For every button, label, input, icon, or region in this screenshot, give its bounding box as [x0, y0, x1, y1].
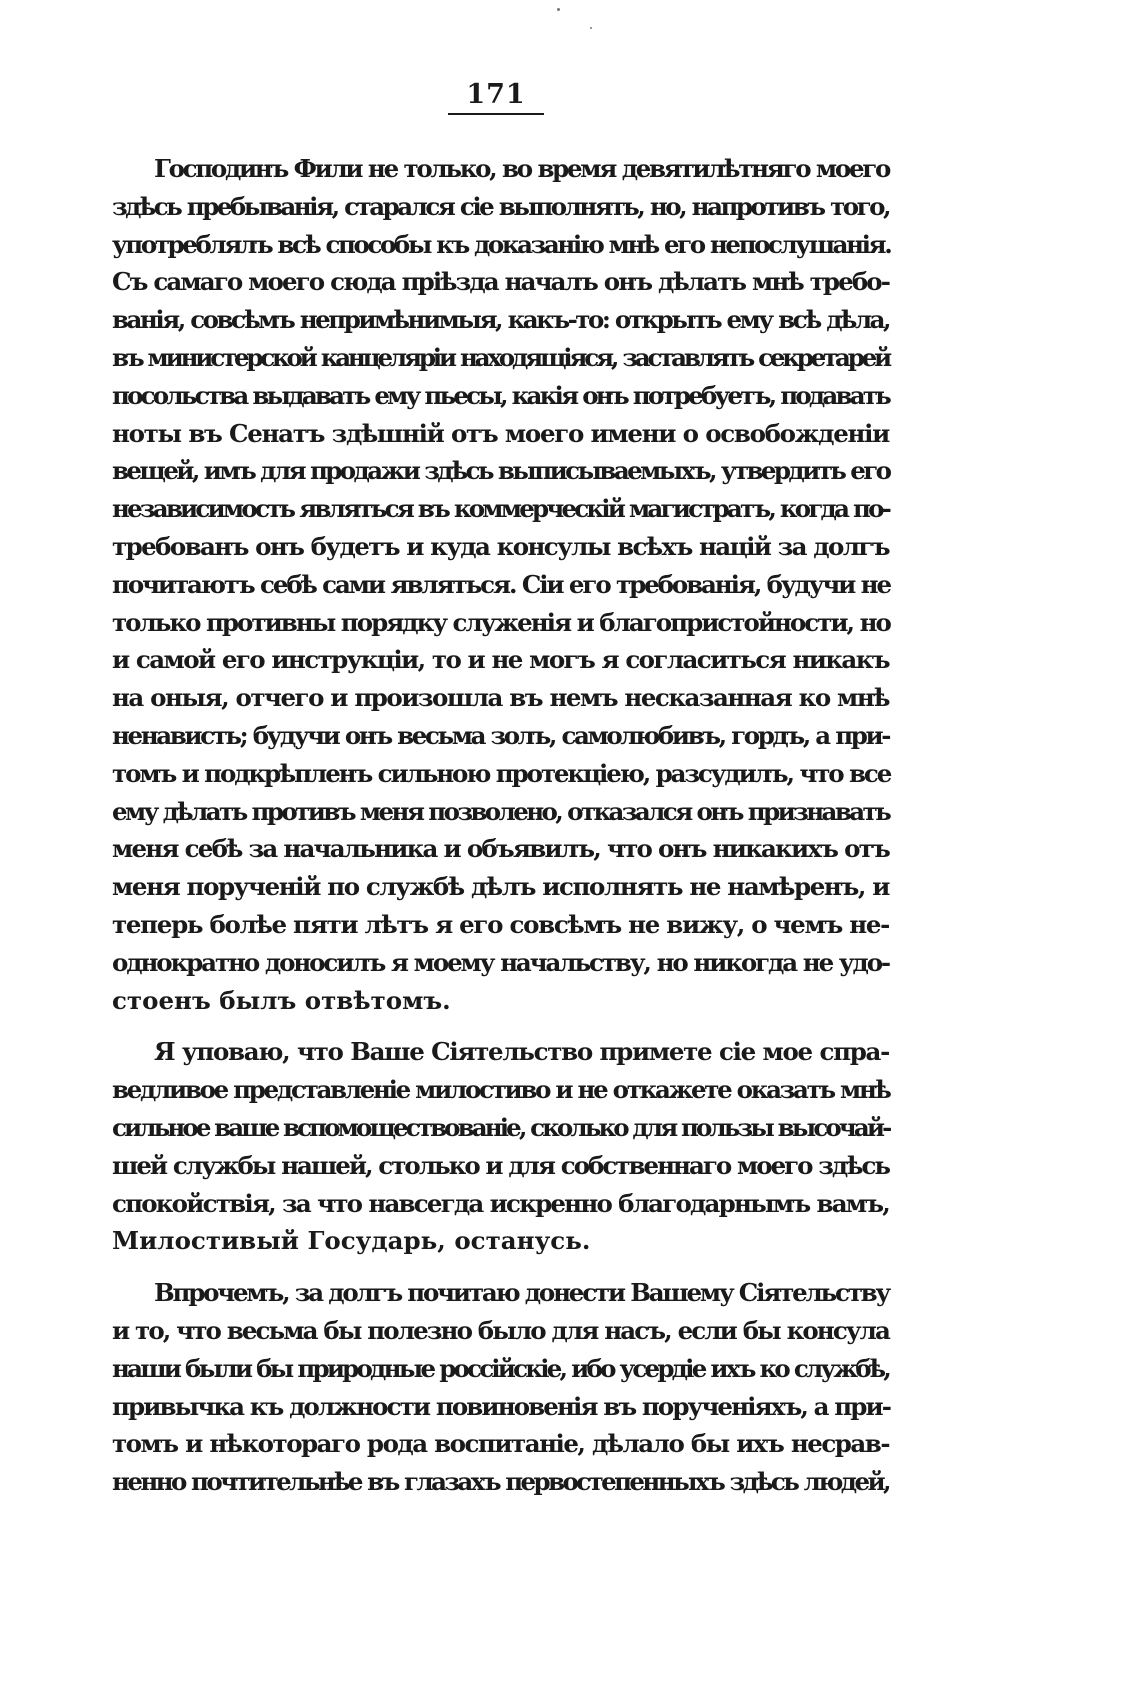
text-line: ноты въ Сенатъ здѣшній отъ моего имени о освобожденіи — [112, 418, 889, 448]
text-line: меня себѣ за начальника и объявилъ, что онъ никакихъ отъ — [112, 834, 889, 864]
text-line: спокойствія, за что навсегда искренно благодарнымъ вамъ, — [112, 1188, 889, 1218]
scan-speck — [590, 27, 592, 29]
paragraph-gap — [112, 1019, 889, 1033]
text-line: въ министерской канцеляріи находящіяся, заставлять секретарей — [112, 342, 889, 372]
text-line: ненависть; будучи онъ весьма золъ, самолюбивъ, гордъ, а при- — [112, 720, 889, 750]
text-line: Господинъ Фили не только, во время девятилѣтняго моего — [154, 154, 889, 183]
text-line: и то, что весьма бы полезно было для насъ, если бы консула — [112, 1315, 889, 1345]
text-line: ведливое представленіе милостиво и не откажете оказать мнѣ — [112, 1075, 890, 1105]
text-line: посольства выдавать ему пьесы, какія онъ потребуетъ, подавать — [112, 380, 889, 410]
text-line: Я уповаю, что Ваше Сіятельство примете сіе мое спра- — [154, 1037, 889, 1067]
text-line: почитаютъ себѣ сами являться. Сіи его требованія, будучи не — [112, 569, 890, 599]
text-line: привычка къ должности повиновенія въ порученіяхъ, а при- — [112, 1391, 891, 1421]
text-line: Милостивый Государь, останусь. — [112, 1226, 591, 1256]
paragraph-1 — [112, 150, 889, 1019]
text-line: и самой его инструкціи, то и не могъ я согласиться никакъ — [112, 645, 889, 675]
text-line: шей службы нашей, столько и для собственнаго моего здѣсь — [112, 1150, 889, 1180]
text-line: требованъ онъ будетъ и куда консулы всѣхъ націй за долгъ — [112, 531, 889, 561]
text-line: однократно доносилъ я моему начальству, но никогда не удо- — [112, 947, 889, 977]
text-line: ему дѣлать противъ меня позволено, отказался онъ признавать — [112, 796, 890, 826]
scan-speck — [557, 8, 560, 11]
paragraph-3 — [112, 1274, 889, 1501]
text-line: стоенъ былъ отвѣтомъ. — [112, 985, 451, 1015]
text-line: вещей, имъ для продажи здѣсь выписываемыхъ, утвердить его — [112, 456, 890, 486]
text-line: здѣсь пребыванія, старался сіе выполнять, но, напротивъ того, — [112, 191, 889, 221]
text-line: на оныя, отчего и произошла въ немъ несказанная ко мнѣ — [112, 683, 889, 713]
text-line: Впрочемъ, за долгъ почитаю донести Вашему Сіятельству — [154, 1278, 889, 1308]
text-line: ненно почтительнѣе въ глазахъ первостепенныхъ здѣсь людей, — [112, 1467, 889, 1497]
text-line: теперь болѣе пяти лѣтъ я его совсѣмъ не вижу, о чемъ не- — [112, 909, 889, 939]
text-line: меня порученій по службѣ дѣлъ исполнять не намѣренъ, и — [112, 872, 889, 902]
paragraph-gap — [112, 1260, 889, 1274]
text-line: наши были бы природные россійскіе, ибо усердіе ихъ ко службѣ, — [112, 1353, 889, 1383]
text-line: независимость являться въ коммерческій магистратъ, когда по- — [112, 494, 889, 524]
text-line: только противны порядку служенія и благопристойности, но — [112, 607, 890, 637]
text-line: ванія, совсѣмъ непримѣнимыя, какъ-то: открыть ему всѣ дѣла, — [112, 305, 889, 335]
text-line: сильное ваше вспомоществованіе, сколько для пользы высочай- — [112, 1112, 890, 1142]
text-line: употреблялъ всѣ способы къ доказанію мнѣ его непослушанія. — [112, 229, 891, 259]
text-line: томъ и нѣкотораго рода воспитаніе, дѣлало бы ихъ несрав- — [112, 1429, 889, 1459]
paragraph-2 — [112, 1033, 889, 1260]
text-line: томъ и подкрѣпленъ сильною протекціею, разсудилъ, что все — [112, 758, 891, 788]
text-line: Съ самаго моего сюда пріѣзда началъ онъ дѣлать мнѣ требо- — [112, 267, 889, 297]
body-text — [112, 150, 889, 1501]
page-number: 171 — [448, 80, 544, 115]
